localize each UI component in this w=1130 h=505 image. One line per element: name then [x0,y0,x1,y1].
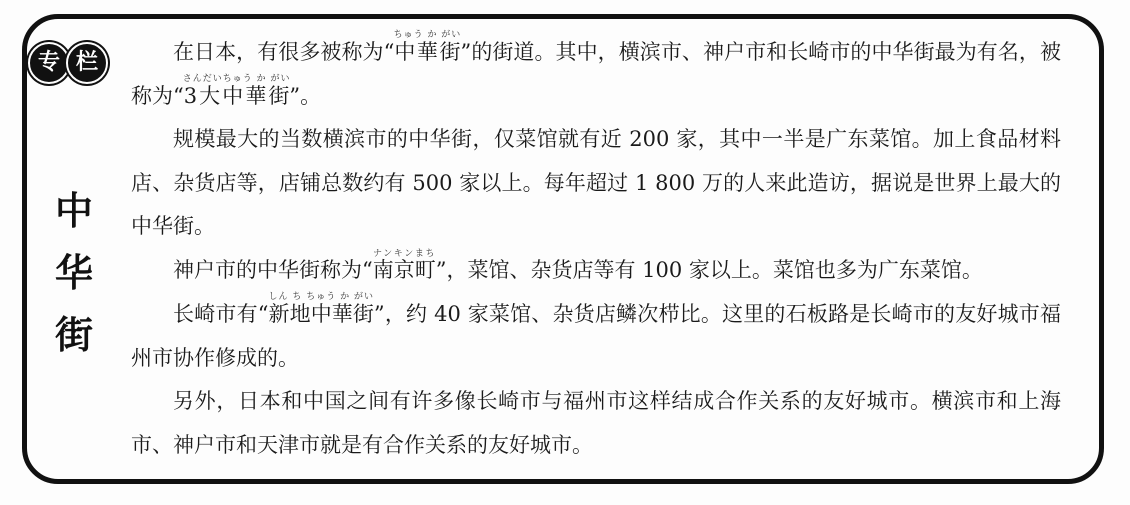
column-badge [28,43,104,83]
side-title-char-2: 华 [54,251,93,295]
side-title-char-3: 街 [54,313,93,357]
p3-term-text: 南京町 [372,257,436,282]
p3-term-ruby: ナンキンまち [372,248,436,259]
p1-text-a: 在日本，有很多被称为“ [173,40,395,64]
p1-text-b: ”的街道。其中，横滨市、神户市和长崎市的中华街最为有名，被称为“ [131,40,1061,108]
badge-char-2: 栏 [66,42,108,84]
side-title [54,180,94,366]
column-body [131,30,1061,467]
paragraph-4 [131,292,1061,380]
p1-term-2-ruby: さんだいちゅう か がい [182,73,291,84]
paragraph-1 [131,30,1061,118]
paragraph-3 [131,249,1061,293]
paragraph-2: 规模最大的当数横滨市的中华街，仅菜馆就有近 200 家，其中一半是广东菜馆。加上食品材料店、杂货店等，店铺总数约有 500 家以上。每年超过 1 800 万的人来此造访，据说是世界上最大的中华街。 [131,127,1061,238]
p4-term [268,292,374,326]
paragraph-5: 另外，日本和中国之间有许多像长崎市与福州市这样结成合作关系的友好城市。横滨市和上海市、神户市和天津市就是有合作关系的友好城市。 [131,389,1061,457]
p1-text-c: ”。 [289,83,322,108]
side-title-char-1: 中 [54,189,93,233]
p1-term-1 [393,30,462,64]
p1-term-2 [182,73,291,108]
badge-char-1: 专 [28,42,70,84]
p3-text-a: 神户市的中华街称为“ [173,257,373,282]
p1-term-1-ruby: ちゅう か がい [393,30,462,40]
p1-term-2-text: 3大中華街 [182,83,291,108]
p4-term-ruby: しん ち ちゅう か がい [268,292,374,302]
p1-term-1-text: 中華街 [393,40,462,64]
p3-term [372,248,436,282]
p4-text-b: ”，约 40 家菜馆、杂货店鳞次栉比。这里的石板路是长崎市的友好城市福州市协作修成的。 [131,302,1061,370]
p3-text-b: ”，菜馆、杂货店等有 100 家以上。菜馆也多为广东菜馆。 [435,257,983,282]
p4-text-a: 长崎市有“ [173,302,269,326]
p4-term-text: 新地中華街 [268,302,374,326]
